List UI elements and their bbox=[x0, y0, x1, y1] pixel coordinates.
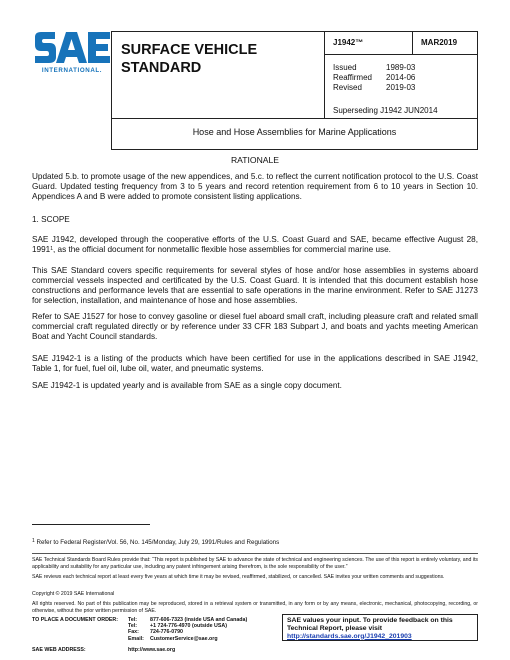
scope-paragraph-1-text: SAE J1942, developed through the cooperative efforts of the U.S. Coast Guard and SAE, became effective August 28, 1991 bbox=[32, 235, 478, 254]
document-date: MAR2019 bbox=[421, 38, 458, 47]
web-address-link[interactable]: http://www.sae.org bbox=[128, 647, 176, 653]
document-number: J1942™ bbox=[333, 38, 364, 47]
sae-logo bbox=[33, 31, 111, 79]
rationale-heading: RATIONALE bbox=[230, 155, 280, 165]
document-type-title: SURFACE VEHICLE STANDARD bbox=[121, 42, 258, 76]
scope-paragraph-4: SAE J1942-1 is a listing of the products which have been certified for use in the applications described in SAE J1942, Table 1, for fuel, fuel oil, lube oil, water, and pneumatic systems. bbox=[32, 354, 478, 373]
history-value: 1989-03 bbox=[386, 63, 416, 72]
contact-email-link[interactable]: CustomerService@sae.org bbox=[150, 635, 218, 642]
footnote bbox=[32, 539, 279, 546]
web-address-label: SAE WEB ADDRESS: bbox=[32, 647, 86, 653]
history-value: 2019-03 bbox=[386, 83, 416, 92]
feedback-line-2: Technical Report, please visit bbox=[287, 624, 383, 632]
copyright-notice: Copyright © 2019 SAE International bbox=[32, 591, 115, 597]
legal-review-statement: SAE reviews each technical report at least every five years at which time it may be revised, reaffirmed, stabilized, or cancelled. SAE invites your written comments and suggestions. bbox=[32, 574, 445, 580]
history-value: 2014-06 bbox=[386, 73, 416, 82]
footnote-marker: 1 bbox=[32, 538, 35, 544]
scope-paragraph-5: SAE J1942-1 is updated yearly and is available from SAE as a single copy document. bbox=[32, 381, 342, 390]
history-label: Issued bbox=[333, 63, 357, 72]
order-info bbox=[32, 617, 282, 653]
contact-value[interactable]: +1 724-776-4970 (outside USA) bbox=[150, 623, 227, 630]
rights-reserved-notice: All rights reserved. No part of this publication may be reproduced, stored in a retrieval system or transmitted, in any form or by any means, electronic, mechanical, photocopying, recording, or otherwise, without the prior written permission of SAE. bbox=[32, 601, 478, 614]
scope-paragraph-1 bbox=[32, 235, 478, 255]
document-subtitle: Hose and Hose Assemblies for Marine Applications bbox=[192, 127, 397, 137]
sae-logo-mark bbox=[33, 31, 111, 65]
superseding-note: Superseding J1942 JUN2014 bbox=[333, 106, 438, 115]
contact-key: Fax: bbox=[128, 629, 139, 636]
document-header bbox=[111, 31, 478, 150]
header-doc-date-cell bbox=[413, 32, 477, 55]
history-label: Revised bbox=[333, 83, 362, 92]
footnote-reference[interactable]: 1 bbox=[50, 246, 53, 252]
order-label: TO PLACE A DOCUMENT ORDER: bbox=[32, 617, 119, 623]
footnote-divider bbox=[32, 524, 150, 525]
logo-tagline: INTERNATIONAL. bbox=[41, 67, 103, 74]
footnote-text: Refer to Federal Register/Vol. 56, No. 145/Monday, July 29, 1991/Rules and Regulations bbox=[34, 539, 280, 546]
header-title-cell bbox=[112, 32, 325, 118]
contact-key: Tel: bbox=[128, 617, 138, 623]
legal-rules-statement: SAE Technical Standards Board Rules provide that: “This report is published by SAE to advance the state of technical and engineering sciences. The use of this report is entirely voluntary, and its applicability and suitability for any particular use, including any patent infringement arising therefrom, is the sole responsibility of the user.” bbox=[32, 557, 478, 570]
contact-value: 724-776-0790 bbox=[150, 629, 183, 636]
scope-paragraph-2: This SAE Standard covers specific requirements for several styles of hose and/or hose assemblies in systems aboard commercial vessels inspected and certificated by the U.S. Coast Guard. It is intended that this document establish hose constructions and performance levels that are essential to safe operations in the marine environment. Refer to SAE J1273 for selection, installation, and maintenance of hose and hose assemblies. bbox=[32, 266, 478, 305]
header-doc-number-cell bbox=[325, 32, 413, 55]
footer-divider bbox=[32, 553, 478, 554]
contact-key: Tel: bbox=[128, 623, 138, 630]
contact-key: Email: bbox=[128, 635, 144, 642]
contact-value[interactable]: 877-606-7323 (inside USA and Canada) bbox=[150, 617, 248, 623]
feedback-link[interactable]: http://standards.sae.org/J1942_201903 bbox=[287, 632, 412, 640]
scope-heading: 1. SCOPE bbox=[32, 215, 70, 224]
scope-paragraph-1-text-end: , as the official document for nonmetallic flexible hose assemblies for commercial marine use. bbox=[53, 245, 391, 254]
web-address-row bbox=[128, 647, 175, 653]
rationale-paragraph: Updated 5.b. to promote usage of the new appendices, and 5.c. to reflect the current notification protocol to the U.S. Coast Guard. Updated testing frequency from 3 to 5 years and record retention requirement from 6 to 10 years in Section 10. Appendices A and B were added to promote consistent listing applications. bbox=[32, 172, 478, 201]
feedback-line-1: SAE values your input. To provide feedback on this bbox=[287, 617, 453, 624]
history-label: Reaffirmed bbox=[333, 73, 372, 82]
header-history bbox=[325, 55, 477, 118]
header-subtitle-cell bbox=[112, 118, 477, 149]
scope-paragraph-3: Refer to SAE J1527 for hose to convey gasoline or diesel fuel aboard small craft, including pleasure craft and related small commercial craft regulated directly or by reference under 33 CFR 183 Subpart J, and boats and yachts meeting American Boat and Yacht Council standards. bbox=[32, 312, 478, 341]
feedback-box bbox=[282, 614, 478, 641]
